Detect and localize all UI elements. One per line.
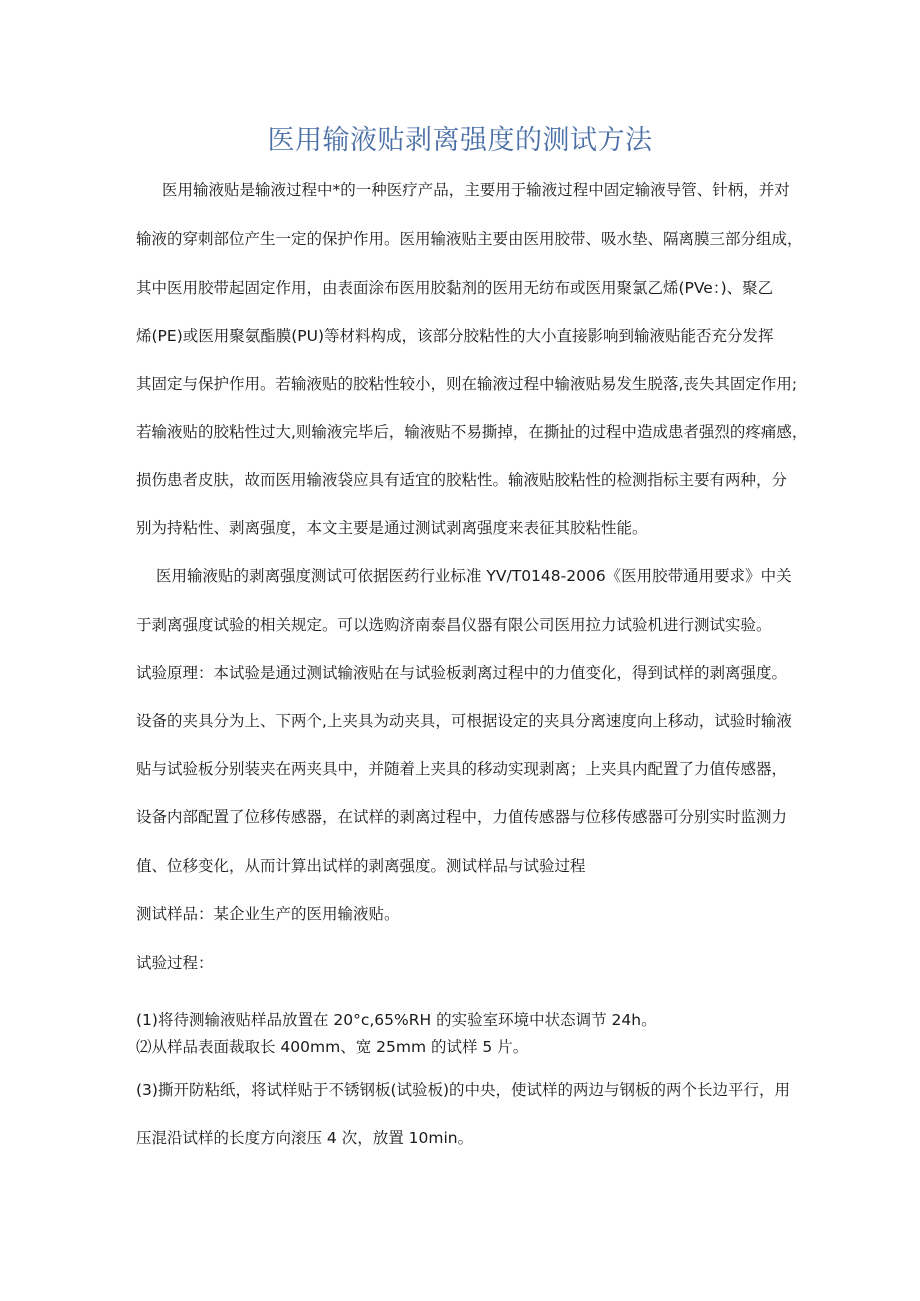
- sample-line: 测试样品：某企业生产的医用输液贴。: [136, 905, 400, 923]
- paragraph-line: 医用输液贴是输液过程中*的一种医疗产品，主要用于输液过程中固定输液导管、针柄，并对: [162, 181, 790, 199]
- paragraph-line: 输液的穿刺部位产生一定的保护作用。医用输液贴主要由医用胶带、吸水垫、隔离膜三部分组成，: [136, 230, 803, 248]
- paragraph-line: 值、位移变化，从而计算出试样的剥离强度。测试样品与试验过程: [136, 857, 586, 875]
- procedure-heading: 试验过程：: [136, 954, 214, 972]
- paragraph-line: 医用输液贴的剥离强度测试可依据医药行业标准 YV/T0148-2006《医用胶带通用要求》中关: [156, 567, 792, 585]
- paragraph-line: 设备的夹具分为上、下两个,上夹具为动夹具，可根据设定的夹具分离速度向上移动，试验时输液: [136, 712, 792, 730]
- paragraph-line: 别为持粘性、剥离强度，本文主要是通过测试剥离强度来表征其胶粘性能。: [136, 519, 648, 537]
- procedure-step: (1)将待测输液贴样品放置在 20°c,65%RH 的实验室环境中状态调节 24h。: [136, 1011, 657, 1029]
- document-title: 医用输液贴剥离强度的测试方法: [267, 125, 653, 156]
- paragraph-line: 其中医用胶带起固定作用，由表面涂布医用胶黏剂的医用无纺布或医用聚氯乙烯(PVe：)、聚乙: [136, 279, 774, 297]
- paragraph-line: 若输液贴的胶粘性过大,则输液完毕后，输液贴不易撕掉，在撕扯的过程中造成患者强烈的疼痛感，: [136, 423, 808, 441]
- procedure-step: ⑵从样品表面裁取长 400mm、宽 25mm 的试样 5 片。: [136, 1038, 529, 1056]
- paragraph-line: 其固定与保护作用。若输液贴的胶粘性较小，则在输液过程中输液贴易发生脱落,丧失其固定作用;: [136, 375, 798, 393]
- paragraph-line: 试验原理：本试验是通过测试输液贴在与试验板剥离过程中的力值变化，得到试样的剥离强度。: [136, 664, 788, 682]
- paragraph-line: 设备内部配置了位移传感器，在试样的剥离过程中，力值传感器与位移传感器可分别实时监测力: [136, 808, 788, 826]
- paragraph-line: 烯(PE)或医用聚氨酯膜(PU)等材料构成，该部分胶粘性的大小直接影响到输液贴能否充分发挥: [136, 327, 774, 345]
- procedure-step: (3)撕开防粘纸，将试样贴于不锈钢板(试验板)的中央，使试样的两边与钢板的两个长边平行，用: [136, 1081, 791, 1099]
- procedure-step: 压混沿试样的长度方向滚压 4 次，放置 10min。: [136, 1129, 474, 1147]
- paragraph-line: 贴与试验板分别装夹在两夹具中，并随着上夹具的移动实现剥离；上夹具内配置了力值传感器，: [136, 760, 788, 778]
- paragraph-line: 损伤患者皮肤，故而医用输液袋应具有适宜的胶粘性。输液贴胶粘性的检测指标主要有两种，分: [136, 471, 788, 489]
- paragraph-line: 于剥离强度试验的相关规定。可以选购济南泰昌仪器有限公司医用拉力试验机进行测试实验。: [136, 616, 772, 634]
